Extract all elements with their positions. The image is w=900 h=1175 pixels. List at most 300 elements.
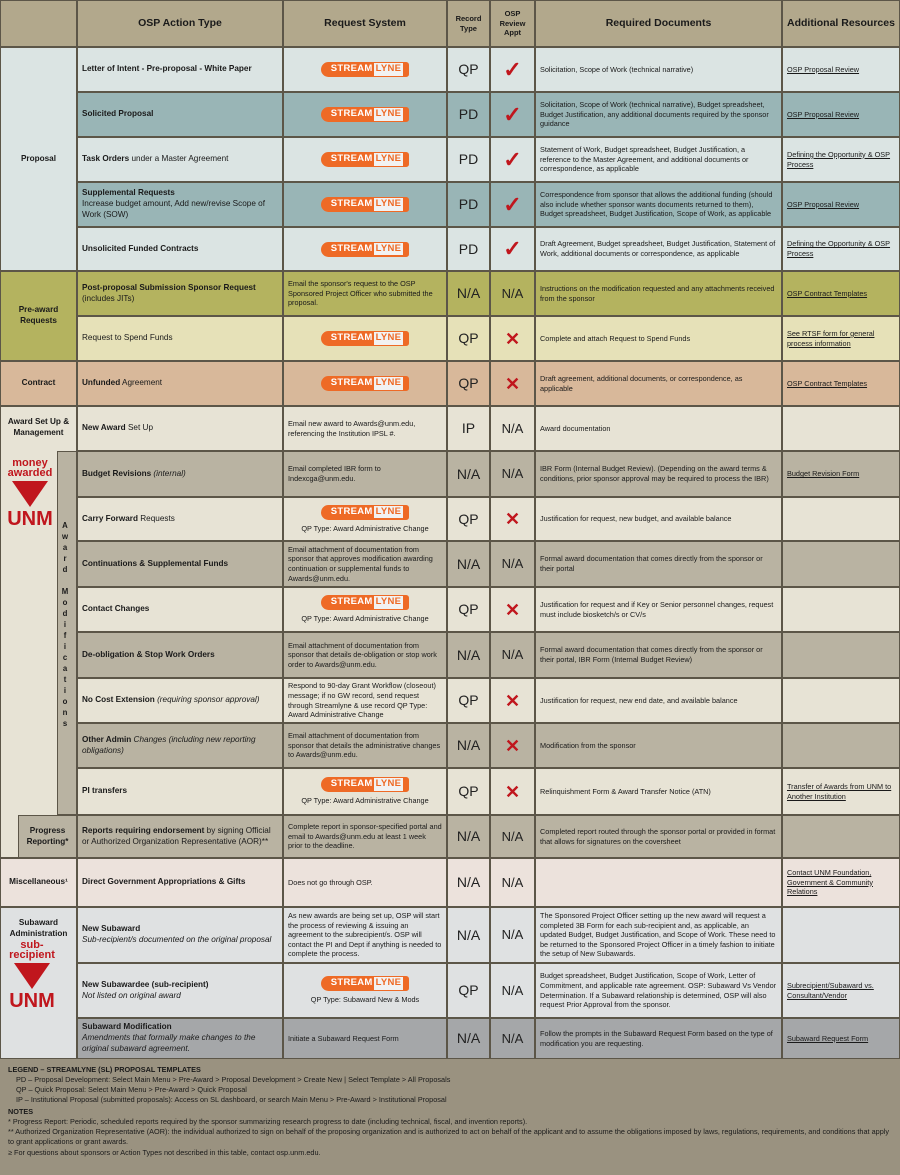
action-cell (77, 678, 283, 723)
resource-link[interactable]: OSP Contract Templates (787, 288, 868, 298)
header-system (283, 0, 447, 47)
request-system-cell (283, 678, 447, 723)
required-documents-cell (535, 1018, 782, 1059)
streamlyne-logo[interactable] (321, 505, 410, 520)
record-type-cell (447, 451, 490, 497)
request-system-cell (283, 587, 447, 632)
required-documents-cell (535, 497, 782, 541)
required-documents-text: Draft Agreement, Budget spreadsheet, Budget Justification, Statement of Work, additional documents or correspondence, as applicable (540, 239, 776, 258)
osp-review-cell (490, 768, 535, 815)
header-blank (0, 0, 77, 47)
record-type-value: PD (458, 151, 479, 168)
category-preaward (0, 271, 77, 361)
action-text (82, 423, 153, 434)
request-system-text: Does not go through OSP. (288, 877, 373, 887)
streamlyne-logo[interactable] (321, 242, 410, 257)
resource-link[interactable]: Transfer of Awards from UNM to Another Institution (787, 781, 892, 801)
action-text (82, 469, 186, 480)
additional-resources-cell (782, 815, 900, 858)
streamlyne-logo-part2: LYNE (375, 242, 402, 254)
action-bold: Unfunded (82, 378, 121, 388)
osp-review-cell (490, 632, 535, 678)
streamlyne-logo-part1: STREAM (330, 596, 373, 608)
action-cell (77, 587, 283, 632)
action-text (82, 980, 208, 1002)
record-type-value: QP (458, 783, 479, 800)
x-mark-icon: ✕ (504, 328, 521, 349)
request-system-cell (283, 858, 447, 907)
vertical-letter (58, 575, 72, 586)
osp-review-value: N/A (501, 285, 524, 301)
action-cell (77, 815, 283, 858)
action-text (82, 735, 278, 757)
action-bold: Direct Government Appropriations & Gifts (82, 877, 246, 887)
action-bold: Supplemental Requests (82, 188, 175, 198)
osp-review-cell (490, 227, 535, 271)
emblem-money-awarded-triangle-icon (12, 481, 48, 507)
action-text (82, 695, 259, 706)
resource-link[interactable]: Subrecipient/Subaward vs. Consultant/Vendor (787, 980, 874, 1000)
streamlyne-system (288, 331, 442, 346)
streamlyne-logo-part2: LYNE (375, 108, 402, 120)
record-type-value: N/A (456, 285, 481, 302)
action-cell (77, 316, 283, 361)
action-rest: under a Master Agreement (129, 154, 229, 164)
vertical-letter: i (63, 686, 67, 695)
record-type-cell (447, 541, 490, 587)
record-type-cell (447, 137, 490, 182)
additional-resources-cell (782, 497, 900, 541)
required-documents-text: Statement of Work, Budget spreadsheet, Budget Justification, a reference to the Master Agreement, and additional documents or correspondence, as applicable (540, 145, 749, 174)
resource-link[interactable]: Defining the Opportunity & OSP Process (787, 239, 891, 258)
action-bold: Reports requiring endorsement (82, 825, 205, 835)
required-documents-text: Formal award documentation that comes directly from the sponsor or their portal, IBR Form (Internal Budget Review) (540, 645, 763, 664)
streamlyne-logo-part2: LYNE (375, 63, 402, 75)
action-bold: Carry Forward (82, 513, 138, 523)
streamlyne-system (288, 62, 442, 77)
qp-type-caption: QP Type: Award Administrative Change (301, 614, 429, 624)
streamlyne-logo[interactable] (321, 976, 410, 991)
vertical-letter: i (63, 620, 67, 629)
action-bold: Task Orders (82, 154, 130, 164)
action-rest: Changes (including new reporting obligations) (82, 734, 256, 755)
streamlyne-logo-part1: STREAM (330, 153, 373, 165)
action-cell (77, 497, 283, 541)
resource-link[interactable]: Contact UNM Foundation, Government & Community Relations (787, 868, 873, 897)
record-type-value: QP (458, 510, 479, 527)
request-system-cell (283, 227, 447, 271)
required-documents-text: Correspondence from sponsor that allows the additional funding (should also include whether sponsor wants documents returned to them), Budget spreadsheet, Budget Justification, Scope of Work, as applicable (540, 190, 773, 219)
x-mark-icon: ✕ (504, 690, 521, 711)
streamlyne-logo-part1: STREAM (330, 332, 373, 344)
vertical-letter: o (62, 598, 68, 607)
vertical-letter: A (62, 521, 68, 530)
osp-review-cell (490, 137, 535, 182)
action-cell (77, 1018, 283, 1059)
action-cell (77, 182, 283, 227)
request-system-text: Email attachment of documentation from sponsor that details the administrative changes to Awards@unm.edu. (288, 731, 441, 760)
required-documents-cell (535, 182, 782, 227)
action-text (82, 826, 278, 848)
streamlyne-logo-part1: STREAM (330, 108, 373, 120)
action-rest: Requests (137, 513, 175, 523)
action-bold: Contact Changes (82, 604, 150, 614)
streamlyne-logo[interactable] (321, 595, 410, 610)
action-cell (77, 361, 283, 406)
streamlyne-logo[interactable] (321, 777, 410, 792)
emblem-money-awarded (2, 458, 58, 529)
record-type-value: N/A (456, 737, 481, 754)
request-system-cell (283, 271, 447, 316)
request-system-text: Initiate a Subaward Request Form (288, 1033, 399, 1043)
streamlyne-logo-part1: STREAM (330, 778, 373, 790)
required-documents-cell (535, 137, 782, 182)
legend-qp: QP – Quick Proposal: Select Main Menu > Pre-Award > Quick Proposal (16, 1085, 247, 1095)
required-documents-text: Solicitation, Scope of Work (technical narrative) (540, 64, 694, 74)
request-system-text: Respond to 90-day Grant Workflow (closeout) message; if no GW record, send request through Streamlyne & use record QP Type: Award Administrative Change (288, 681, 436, 720)
vertical-letter: c (62, 653, 68, 662)
record-type-value: QP (458, 692, 479, 709)
action-rest: Sub-recipient/s documented on the original proposal (82, 935, 272, 944)
emblem-sub-recipient-triangle-icon (14, 963, 50, 989)
action-text (82, 109, 153, 120)
action-bold: New Subaward (82, 924, 141, 934)
osp-review-cell (490, 1018, 535, 1059)
vertical-letter: M (61, 587, 69, 596)
x-mark-icon: ✕ (504, 735, 521, 756)
action-cell (77, 632, 283, 678)
note-aor: ** Authorized Organization Representative (AOR): the individual authorized to sign on behalf of the proposing organization and is authorized to act on behalf of the applicant and to assume the obligations imposed by laws, regulations, requirements, and conditions that apply to grant applications or grant awards. (8, 1127, 890, 1147)
action-bold: PI transfers (82, 786, 128, 796)
request-system-cell (283, 723, 447, 768)
action-rest: Agreement (120, 378, 163, 388)
osp-review-cell (490, 963, 535, 1018)
streamlyne-logo-part2: LYNE (375, 332, 402, 344)
request-system-cell (283, 92, 447, 137)
emblem-sub-recipient-bottom-text: UNM (9, 989, 55, 1012)
streamlyne-logo[interactable] (321, 376, 410, 391)
action-text (82, 786, 127, 797)
action-rest: Increase budget amount, Add new/revise Scope of Work (SOW) (82, 199, 265, 219)
category-progress-label: Progress Reporting* (26, 825, 69, 846)
resource-link[interactable]: OSP Proposal Review (787, 64, 860, 74)
request-system-cell (283, 541, 447, 587)
header-review (490, 0, 535, 47)
additional-resources-cell[interactable] (782, 858, 900, 907)
action-bold: New Subawardee (sub-recipient) (82, 979, 209, 989)
additional-resources-cell[interactable] (782, 361, 900, 406)
record-type-value: PD (458, 106, 479, 123)
required-documents-cell (535, 678, 782, 723)
streamlyne-logo-part2: LYNE (375, 505, 402, 517)
required-documents-text: Instructions on the modification requested and any attachments received from the sponsor (540, 283, 775, 303)
header-docs-label: Required Documents (605, 16, 712, 29)
streamlyne-logo[interactable] (321, 197, 410, 212)
action-text (82, 188, 278, 220)
additional-resources-cell[interactable] (782, 271, 900, 316)
category-miscellaneous (0, 858, 77, 907)
record-type-cell (447, 182, 490, 227)
vertical-letter: d (62, 609, 68, 618)
osp-review-cell (490, 47, 535, 92)
request-system-cell (283, 406, 447, 451)
additional-resources-cell[interactable] (782, 137, 900, 182)
required-documents-text: IBR Form (Internal Budget Review). (Depending on the award terms & conditions, prior sponsor approval may be required to process the IBR) (540, 464, 769, 483)
osp-review-value: N/A (501, 828, 524, 844)
resource-link[interactable]: OSP Proposal Review (787, 109, 860, 119)
osp-review-cell (490, 723, 535, 768)
osp-review-cell (490, 92, 535, 137)
request-system-text: Email attachment of documentation from sponsor that approves modification awarding continuation or supplemental funds to Awards@unm.edu. (288, 544, 433, 583)
vertical-letter: d (62, 565, 68, 574)
osp-review-value: N/A (501, 874, 524, 890)
request-system-cell (283, 815, 447, 858)
legend-pd: PD – Proposal Development: Select Main Menu > Pre-Award > Proposal Development > Create New | Select Template > All Proposals (16, 1075, 451, 1085)
streamlyne-logo-part2: LYNE (375, 977, 402, 989)
record-type-cell (447, 963, 490, 1018)
qp-type-caption: QP Type: Subaward New & Mods (310, 995, 420, 1005)
request-system-cell (283, 1018, 447, 1059)
action-text (82, 333, 173, 344)
osp-review-value: N/A (501, 982, 524, 998)
resource-link[interactable]: Budget Revision Form (787, 469, 860, 479)
category-progress-reporting (18, 815, 77, 858)
action-bold: No Cost Extension (82, 695, 155, 705)
action-text (82, 283, 256, 305)
checkmark-icon: ✓ (503, 101, 522, 127)
osp-review-cell (490, 316, 535, 361)
additional-resources-cell (782, 678, 900, 723)
category-subaward-label: Subaward Administration (9, 918, 68, 938)
vertical-letter: o (62, 697, 68, 706)
action-text (82, 154, 228, 165)
resource-link[interactable]: Subaward Request Form (787, 1033, 869, 1043)
category-contract-label: Contract (21, 378, 56, 388)
streamlyne-logo[interactable] (321, 152, 410, 167)
x-mark-icon: ✕ (504, 509, 521, 529)
action-bold: Subaward Modification (82, 1022, 172, 1032)
streamlyne-logo-part1: STREAM (330, 242, 373, 254)
legend-ip: IP – Institutional Proposal (submitted proposals): Access on SL dashboard, or search Main Menu > Pre-Award > Institutional Proposal (16, 1095, 447, 1105)
header-record (447, 0, 490, 47)
action-cell (77, 137, 283, 182)
streamlyne-system (288, 107, 442, 122)
osp-review-cell (490, 678, 535, 723)
action-text (82, 924, 271, 946)
additional-resources-cell[interactable] (782, 47, 900, 92)
required-documents-cell (535, 815, 782, 858)
action-bold: Post-proposal Submission Sponsor Request (82, 282, 256, 292)
record-type-value: N/A (456, 555, 481, 572)
osp-review-cell (490, 271, 535, 316)
record-type-value: QP (458, 61, 479, 78)
vertical-letter: f (63, 631, 67, 640)
action-bold: Solicited Proposal (82, 109, 154, 119)
action-cell (77, 92, 283, 137)
record-type-value: N/A (456, 465, 481, 482)
action-cell (77, 723, 283, 768)
resource-link[interactable]: OSP Contract Templates (787, 378, 868, 388)
streamlyne-logo-part1: STREAM (330, 63, 373, 75)
header-action-label: OSP Action Type (138, 16, 222, 29)
action-rest: Request to Spend Funds (82, 333, 173, 343)
streamlyne-system (288, 777, 442, 806)
request-system-text: Complete report in sponsor-specified portal and email to Awards@unm.edu at least 1 week prior to the deadline. (288, 822, 442, 851)
required-documents-cell (535, 271, 782, 316)
record-type-value: N/A (456, 926, 481, 943)
x-mark-icon: ✕ (504, 599, 521, 620)
osp-review-cell (490, 815, 535, 858)
request-system-cell (283, 632, 447, 678)
osp-review-value: N/A (501, 420, 524, 436)
header-system-label: Request System (324, 16, 406, 29)
action-bold: New Award (82, 423, 126, 433)
osp-review-cell (490, 858, 535, 907)
request-system-text: Email attachment of documentation from sponsor that details de-obligation or stop work order to Awards@unm.edu. (288, 640, 437, 669)
additional-resources-cell[interactable] (782, 92, 900, 137)
action-cell (77, 227, 283, 271)
action-cell (77, 406, 283, 451)
action-text (82, 244, 198, 255)
additional-resources-cell[interactable] (782, 227, 900, 271)
additional-resources-cell[interactable] (782, 182, 900, 227)
streamlyne-system (288, 376, 442, 391)
required-documents-text: Award documentation (540, 423, 611, 433)
record-type-value: QP (458, 982, 479, 999)
streamlyne-system (288, 152, 442, 167)
emblem-money-awarded-bottom-text: UNM (7, 507, 53, 530)
resource-link[interactable]: See RTSF form for general process information (787, 328, 875, 348)
required-documents-cell (535, 963, 782, 1018)
header-docs (535, 0, 782, 47)
action-text (82, 514, 175, 525)
additional-resources-cell (782, 406, 900, 451)
action-text (82, 1022, 278, 1054)
vertical-letter: a (62, 664, 68, 673)
additional-resources-cell[interactable] (782, 451, 900, 497)
streamlyne-system (288, 505, 442, 534)
required-documents-cell (535, 227, 782, 271)
vertical-letter: r (63, 554, 67, 563)
header-record-label: Record Type (455, 14, 482, 33)
additional-resources-cell[interactable] (782, 316, 900, 361)
osp-review-value: N/A (501, 466, 524, 482)
additional-resources-cell (782, 723, 900, 768)
header-resources (782, 0, 900, 47)
required-documents-cell (535, 907, 782, 963)
record-type-value: N/A (456, 828, 481, 845)
record-type-value: QP (458, 330, 479, 347)
request-system-cell (283, 316, 447, 361)
record-type-value: N/A (456, 1030, 481, 1047)
record-type-value: QP (458, 375, 479, 392)
required-documents-text: Modification from the sponsor (540, 740, 636, 750)
action-cell (77, 858, 283, 907)
additional-resources-cell (782, 632, 900, 678)
required-documents-cell (535, 587, 782, 632)
streamlyne-logo-part2: LYNE (375, 153, 402, 165)
action-text (82, 877, 245, 888)
award-modifications-vertical-label (58, 520, 72, 729)
x-mark-icon: ✕ (504, 373, 521, 394)
emblem-sub-recipient (4, 940, 60, 1011)
vertical-letter: i (63, 642, 67, 651)
record-type-cell (447, 723, 490, 768)
checkmark-icon: ✓ (503, 146, 522, 172)
request-system-cell (283, 451, 447, 497)
streamlyne-logo[interactable] (321, 107, 410, 122)
record-type-value: QP (458, 601, 479, 618)
required-documents-cell (535, 47, 782, 92)
record-type-cell (447, 632, 490, 678)
note-contact: ≥ For questions about sponsors or Action Types not described in this table, contact osp.unm.edu. (8, 1147, 321, 1157)
osp-review-cell (490, 907, 535, 963)
action-text (82, 604, 149, 615)
additional-resources-cell[interactable] (782, 963, 900, 1018)
streamlyne-logo-part1: STREAM (330, 377, 373, 389)
request-system-cell (283, 137, 447, 182)
action-text (82, 64, 252, 75)
required-documents-cell (535, 768, 782, 815)
osp-review-cell (490, 541, 535, 587)
request-system-cell (283, 907, 447, 963)
additional-resources-cell[interactable] (782, 768, 900, 815)
streamlyne-logo-part1: STREAM (330, 505, 373, 517)
osp-review-cell (490, 451, 535, 497)
streamlyne-system (288, 976, 442, 1005)
streamlyne-logo[interactable] (321, 62, 410, 77)
additional-resources-cell (782, 907, 900, 963)
qp-type-caption: QP Type: Award Administrative Change (301, 523, 429, 533)
streamlyne-logo[interactable] (321, 331, 410, 346)
resource-link[interactable]: OSP Proposal Review (787, 199, 860, 209)
additional-resources-cell (782, 541, 900, 587)
record-type-cell (447, 587, 490, 632)
vertical-letter: s (62, 719, 68, 728)
record-type-cell (447, 1018, 490, 1059)
required-documents-text: Justification for request and if Key or Senior personnel changes, request must include biosketch/s or CV/s (540, 599, 774, 619)
action-text (82, 559, 228, 570)
additional-resources-cell[interactable] (782, 1018, 900, 1059)
x-mark-icon: ✕ (504, 781, 521, 802)
action-rest: Amendments that formally make changes to the original subaward agreement. (82, 1033, 256, 1053)
legend-section (0, 1059, 900, 1175)
resource-link[interactable]: Defining the Opportunity & OSP Process (787, 149, 891, 169)
streamlyne-logo-part2: LYNE (375, 377, 402, 389)
category-proposal-label: Proposal (20, 153, 57, 163)
required-documents-cell (535, 361, 782, 406)
request-system-text: Email the sponsor's request to the OSP Sponsored Project Officer who submitted the proposal. (288, 279, 433, 308)
record-type-cell (447, 815, 490, 858)
action-cell (77, 451, 283, 497)
header-review-label: OSP Review Appt (499, 9, 526, 38)
category-miscellaneous-label: Miscellaneous¹ (9, 877, 68, 887)
streamlyne-logo-part2: LYNE (375, 778, 402, 790)
request-system-text: As new awards are being set up, OSP will start the process of reviewing & issuing an agreement to the subrecipient/s. OSP will contact the PI and Dept if anything is needed to complete the process. (288, 910, 442, 959)
streamlyne-logo-part2: LYNE (375, 596, 402, 608)
category-preaward-label: Pre-award Requests (18, 305, 59, 325)
action-cell (77, 907, 283, 963)
action-cell (77, 271, 283, 316)
checkmark-icon: ✓ (503, 236, 522, 261)
record-type-value: PD (458, 240, 479, 257)
action-bold: De-obligation & Stop Work Orders (82, 649, 215, 659)
osp-review-cell (490, 182, 535, 227)
qp-type-caption: QP Type: Award Administrative Change (301, 796, 429, 806)
action-bold: Continuations & Supplemental Funds (82, 558, 229, 568)
record-type-cell (447, 497, 490, 541)
osp-review-value: N/A (501, 647, 524, 663)
